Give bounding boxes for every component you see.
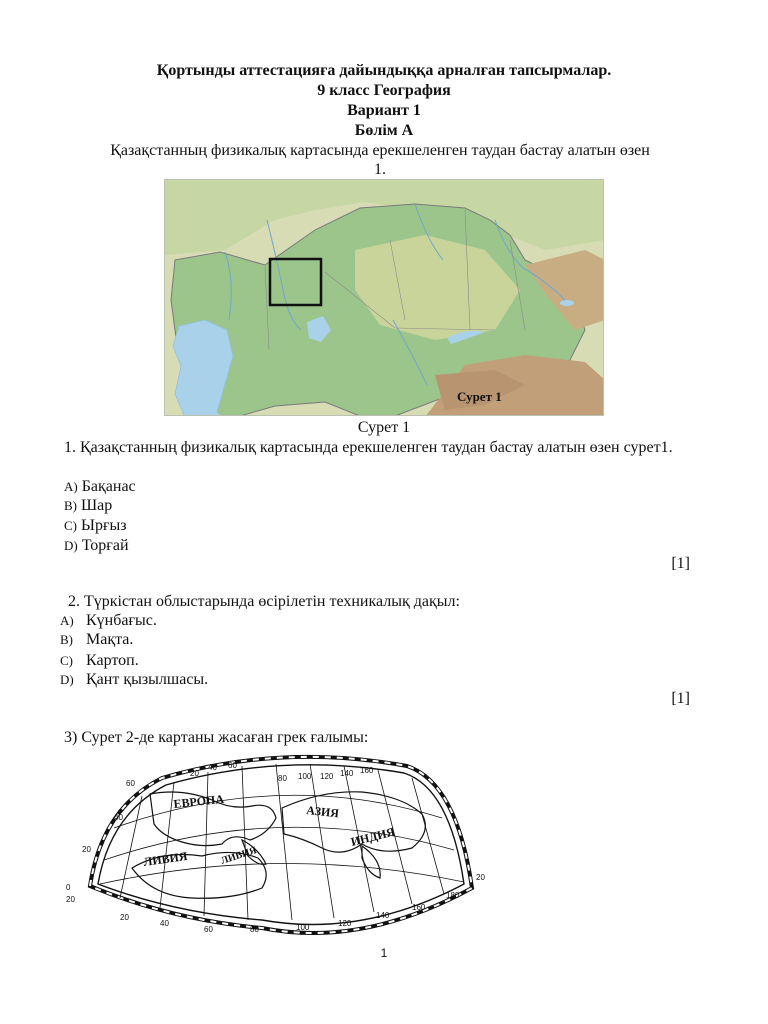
q1-option-c[interactable]: [64, 516, 127, 535]
bottom-tick: 20: [120, 913, 129, 922]
label-libya-small: ЛИВИЯ: [219, 844, 259, 867]
intro-line-2: 1.: [374, 161, 386, 178]
option-letter: C): [64, 518, 77, 533]
q1-option-b[interactable]: [64, 496, 112, 515]
top-tick: 60: [228, 761, 237, 770]
option-letter: D): [64, 538, 78, 553]
q1-option-a[interactable]: [64, 477, 136, 496]
q2-option-a[interactable]: [60, 611, 157, 630]
section-label: Бөлім А: [354, 122, 414, 139]
ancient-world-map: [62, 748, 492, 938]
grade-subject: 9 класс География: [317, 82, 451, 99]
top-tick: 120: [320, 772, 334, 781]
option-text: Мақта.: [86, 631, 134, 648]
bottom-tick: 140: [376, 911, 390, 920]
option-text: Картоп.: [86, 652, 139, 669]
option-letter: A): [64, 479, 78, 494]
bottom-tick: 160: [412, 903, 426, 912]
option-text: Ырғыз: [81, 517, 127, 534]
question-2-text: 2. Түркістан облыстарында өсірілетін техникалық дақыл:: [68, 593, 460, 610]
option-text: Шар: [81, 497, 113, 514]
option-letter: B): [64, 498, 77, 513]
bottom-tick: 60: [204, 925, 213, 934]
lake-zaysan: [560, 300, 574, 306]
q1-option-d[interactable]: [64, 536, 129, 555]
q2-option-b[interactable]: [60, 630, 133, 649]
option-letter: C): [60, 653, 73, 668]
bottom-tick: 80: [250, 925, 259, 934]
variant-label: Вариант 1: [347, 102, 421, 119]
intro-line-1: Қазақстанның физикалық картасында ерекшеленген таудан бастау алатын өзен: [110, 142, 650, 159]
top-tick: 20: [190, 769, 199, 778]
q2-option-c[interactable]: [60, 651, 139, 670]
label-europe: ЕВРОПА: [172, 791, 225, 811]
top-tick: 100: [298, 772, 312, 781]
option-letter: D): [60, 672, 74, 687]
label-asia: АЗИЯ: [305, 803, 340, 821]
right-tick: 20: [476, 873, 485, 882]
option-text: Қант қызылшасы.: [86, 671, 209, 688]
label-libya: ЛИВИЯ: [142, 848, 189, 869]
map-image: [165, 180, 604, 416]
left-tick: 20: [66, 895, 75, 904]
left-tick: 0: [66, 883, 71, 892]
q1-mark: [1]: [671, 555, 690, 572]
left-tick: 40: [114, 813, 123, 822]
option-letter: B): [60, 632, 73, 647]
q2-mark: [1]: [671, 690, 690, 707]
question-3-text: 3) Сурет 2-де картаны жасаған грек ғалымы:: [64, 729, 369, 746]
left-tick: 60: [126, 779, 135, 788]
q2-option-d[interactable]: [60, 670, 208, 689]
figure-caption: Сурет 1: [357, 419, 411, 436]
bottom-tick: 180: [446, 891, 460, 900]
bottom-tick: 40: [160, 919, 169, 928]
top-tick: 160: [360, 766, 374, 775]
top-tick: 40: [208, 763, 217, 772]
map-label: Сурет 1: [457, 389, 502, 404]
left-tick: 20: [82, 845, 91, 854]
page-number: 1: [380, 946, 388, 960]
ancient-map-image: [62, 748, 492, 938]
option-text: Торғай: [81, 537, 129, 554]
document-title: Қортынды аттестацияға дайындыққа арналған тапсырмалар.: [156, 62, 612, 79]
option-text: Бақанас: [81, 478, 136, 495]
bottom-tick: 100: [296, 923, 310, 932]
label-india: ИНДИЯ: [349, 824, 397, 849]
option-letter: A): [60, 613, 74, 628]
question-1-text: 1. Қазақстанның физикалық картасында ерекшеленген таудан бастау алатын өзен сурет1.: [64, 439, 673, 456]
top-tick: 140: [340, 769, 354, 778]
option-text: Күнбағыс.: [86, 612, 157, 629]
top-tick: 80: [278, 774, 287, 783]
kazakhstan-physical-map: [164, 179, 604, 416]
bottom-tick: 120: [338, 919, 352, 928]
